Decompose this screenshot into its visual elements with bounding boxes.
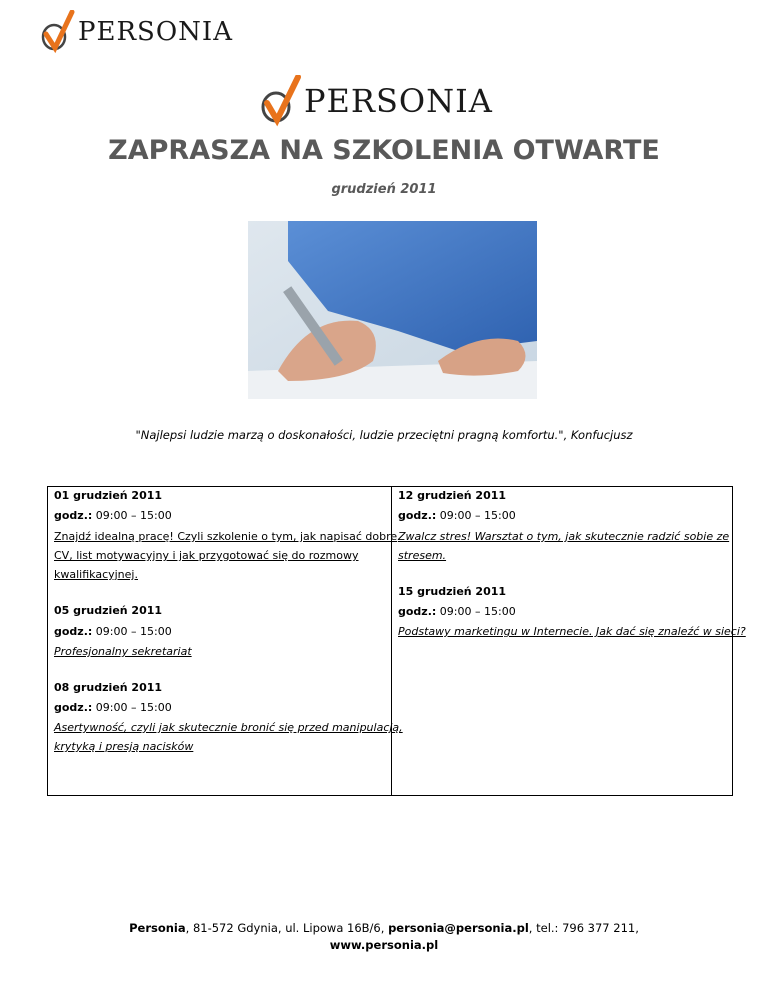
quote-text: "Najlepsi ludzie marzą o doskonałości, ludzie przeciętni pragną komfortu.", Konfucjusz <box>135 428 633 442</box>
company-logo-main <box>260 75 493 127</box>
event-hours: godz.: 09:00 – 15:00 <box>398 605 516 618</box>
event-date: 05 grudzień 2011 <box>54 604 163 617</box>
schedule-table <box>47 486 746 796</box>
checkmark-logo-icon <box>260 75 304 127</box>
logo-text: PERSONIA <box>304 82 493 120</box>
company-logo-top <box>40 10 233 54</box>
event-title: krytyką i presją nacisków <box>54 740 194 753</box>
event-date: 12 grudzień 2011 <box>398 489 507 502</box>
event-hours: godz.: 09:00 – 15:00 <box>54 701 172 714</box>
footer-address-line: Personia, 81-572 Gdynia, ul. Lipowa 16B/6, personia@personia.pl, tel.: 796 377 211, <box>129 921 639 935</box>
event-title: stresem. <box>398 549 447 562</box>
checkmark-logo-icon <box>40 10 78 54</box>
event-title: Zwalcz stres! Warsztat o tym, jak skutecznie radzić sobie ze <box>398 530 730 543</box>
event-title: Podstawy marketingu w Internecie. Jak dać się znaleźć w sieci? <box>398 625 746 638</box>
event-date: 15 grudzień 2011 <box>398 585 507 598</box>
event-hours: godz.: 09:00 – 15:00 <box>54 625 172 638</box>
event-title: Asertywność, czyli jak skutecznie bronić się przed manipulacją, <box>54 721 403 734</box>
event-title: kwalifikacyjnej. <box>54 568 138 581</box>
page-title: ZAPRASZA NA SZKOLENIA OTWARTE <box>108 135 660 166</box>
schedule-column-left <box>48 487 403 795</box>
event-title: CV, list motywacyjny i jak przygotować się do rozmowy <box>54 549 359 562</box>
logo-text: PERSONIA <box>78 17 233 47</box>
event-hours: godz.: 09:00 – 15:00 <box>54 509 172 522</box>
email-link[interactable]: personia@personia.pl <box>388 921 529 935</box>
event-date: 08 grudzień 2011 <box>54 681 163 694</box>
website-link[interactable]: www.personia.pl <box>329 938 439 952</box>
event-date: 01 grudzień 2011 <box>54 489 163 502</box>
footer-contact <box>0 920 768 954</box>
company-name: Personia <box>129 921 186 935</box>
event-title: Profesjonalny sekretariat <box>54 645 192 658</box>
event-hours: godz.: 09:00 – 15:00 <box>398 509 516 522</box>
page-subtitle: grudzień 2011 <box>331 182 437 197</box>
schedule-column-right <box>392 487 746 795</box>
event-title: Znajdź idealną pracę! Czyli szkolenie o tym, jak napisać dobre <box>54 530 398 543</box>
writing-hand-photo <box>248 221 537 399</box>
